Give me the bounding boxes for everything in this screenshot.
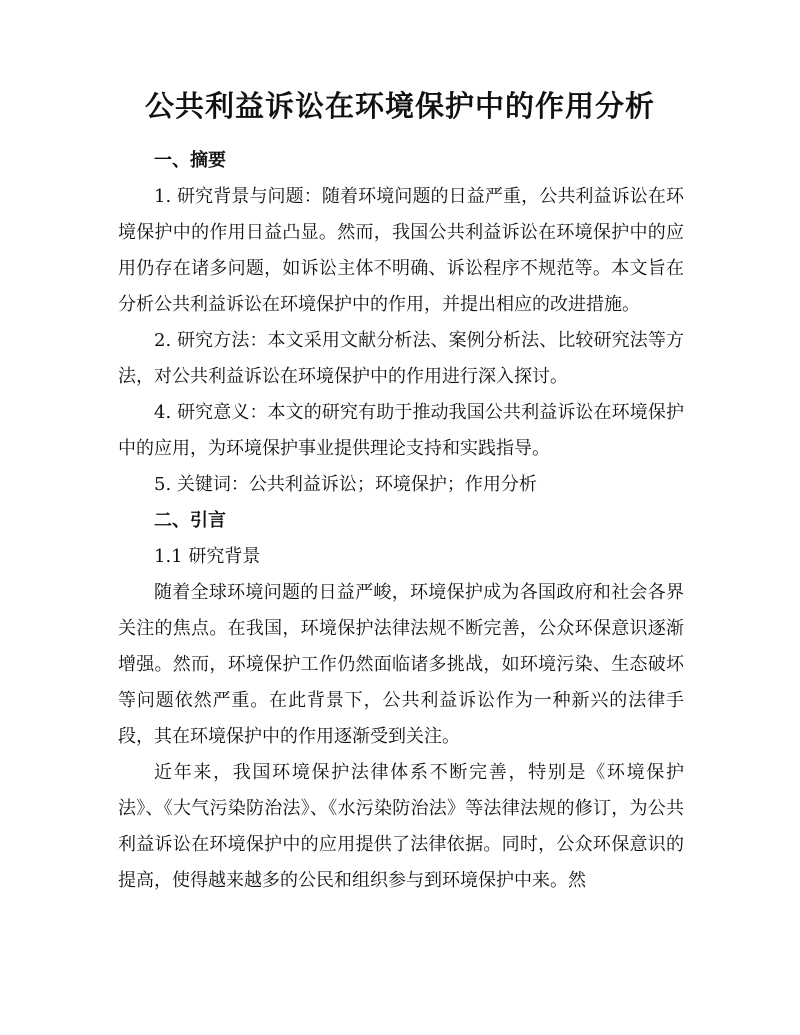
paragraph-research-method: 2. 研究方法：本文采用文献分析法、案例分析法、比较研究法等方法，对公共利益诉讼在环境保护中的作用进行深入探讨。 [118, 330, 684, 387]
subsection-heading-background: 1.1 研究背景 [154, 546, 261, 567]
page-title: 公共利益诉讼在环境保护中的作用分析 [144, 89, 655, 123]
paragraph-keywords: 5. 关键词：公共利益诉讼；环境保护；作用分析 [154, 474, 537, 495]
paragraph-intro-1: 随着全球环境问题的日益严峻，环境保护成为各国政府和社会各界关注的焦点。在我国，环境保护法律法规不断完善，公众环保意识逐渐增强。然而，环境保护工作仍然面临诸多挑战，如环境污染、生态破坏等问题依然严重。在此背景下，公共利益诉讼作为一种新兴的法律手段，其在环境保护中的作用逐渐受到关注。 [118, 582, 684, 747]
document-body [118, 143, 684, 899]
section-heading-introduction: 二、引言 [154, 510, 226, 531]
paragraph-research-background: 1. 研究背景与问题：随着环境问题的日益严重，公共利益诉讼在环境保护中的作用日益凸显。然而，我国公共利益诉讼在环境保护中的应用仍存在诸多问题，如诉讼主体不明确、诉讼程序不规范等。本文旨在分析公共利益诉讼在环境保护中的作用，并提出相应的改进措施。 [118, 186, 684, 315]
section-heading-abstract: 一、摘要 [154, 150, 226, 171]
paragraph-intro-2: 近年来，我国环境保护法律体系不断完善，特别是《环境保护法》、《大气污染防治法》、《水污染防治法》等法律法规的修订，为公共利益诉讼在环境保护中的应用提供了法律依据。同时，公众环保意识的提高，使得越来越多的公民和组织参与到环境保护中来。然 [118, 762, 684, 891]
paragraph-research-significance: 4. 研究意义：本文的研究有助于推动我国公共利益诉讼在环境保护中的应用，为环境保护事业提供理论支持和实践指导。 [118, 402, 684, 459]
